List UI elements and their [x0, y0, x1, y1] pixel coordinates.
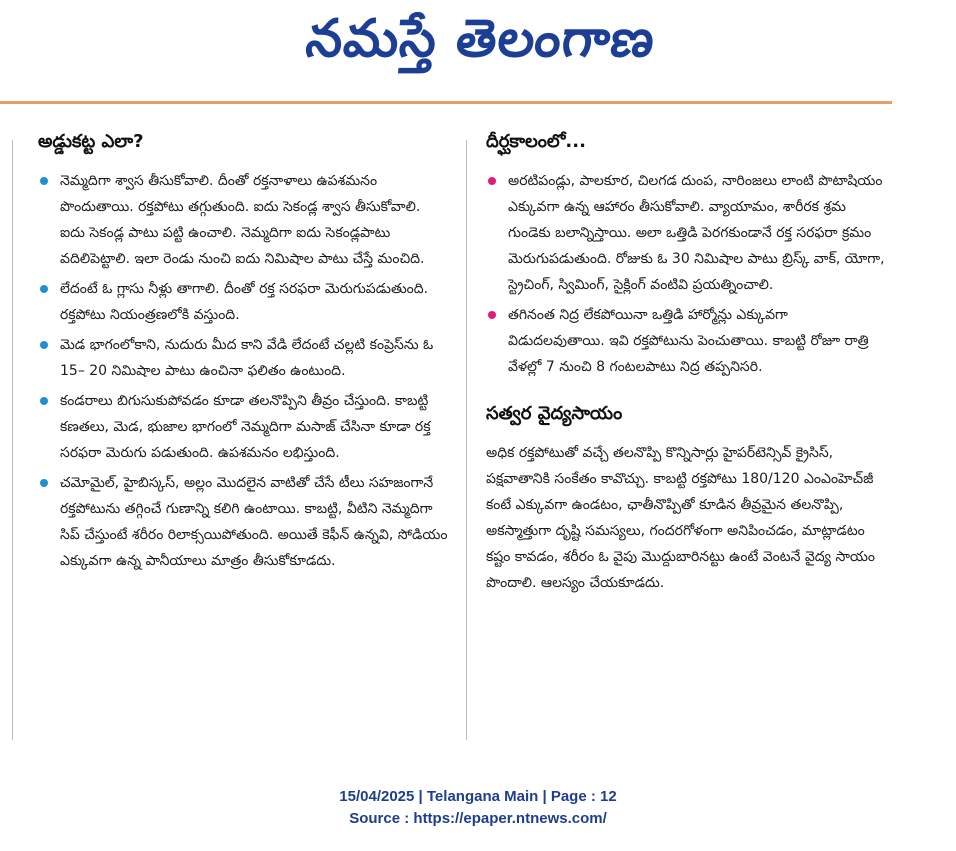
- list-item: [486, 168, 886, 298]
- blue-bullet-icon: [40, 479, 48, 487]
- center-column-divider: [466, 140, 467, 740]
- section-heading-urgent-care: సత్వర వైద్యసాయం: [486, 403, 623, 424]
- list-item: [38, 332, 448, 384]
- blue-bullet-icon: [40, 397, 48, 405]
- urgent-care-paragraph: అధిక రక్తపోటుతో వచ్చే తలనొప్పి కొన్నిసార్లు హైపర్‌టెన్సివ్ క్రైసిస్, పక్షవాతానికి సంకేతం కావొచ్చు. కాబట్టి రక్తపోటు 180/120 ఎంఎంహెచ్‌జీ కంటే ఎక్కువగా ఉండటం, ఛాతీనొప్పితో కూడిన తీవ్రమైన తలనొప్పి, అకస్మాత్తుగా దృష్టి సమస్యలు, గందరగోళంగా అనిపించడం, మాట్లాడటం కష్టం కావడం, శరీరం ఓ వైపు మొద్దుబారినట్టు ఉంటే వెంటనే వైద్య సాయం పొందాలి. ఆలస్యం చేయకూడదు.: [486, 445, 875, 591]
- list-item: [38, 470, 448, 574]
- prevention-list: [38, 168, 448, 574]
- list-item-text: అరటిపండ్లు, పాలకూర, చిలగడ దుంప, నారింజలు లాంటి పొటాషియం ఎక్కువగా ఉన్న ఆహారం తీసుకోవాలి. వ్యాయామం, శారీరక శ్రమ గుండెకు బలాన్నిస్తాయి. అలా ఒత్తిడి పెరగకుండానే రక్త సరఫరా క్రమం మెరుగుపడుతుంది. రోజుకు ఓ 30 నిమిషాల పాటు బ్రిస్క్ వాక్, యోగా, స్ట్రెచింగ్, స్విమింగ్, సైక్లింగ్ వంటివి ప్రయత్నించాలి.: [508, 173, 885, 293]
- masthead: [0, 0, 892, 100]
- list-item-text: లేదంటే ఓ గ్లాసు నీళ్లు తాగాలి. దీంతో రక్త సరఫరా మెరుగుపడుతుంది. రక్తపోటు నియంత్రణలోకి వస్తుంది.: [60, 281, 429, 323]
- newspaper-logo: నమస్తే తెలంగాణ: [303, 8, 659, 69]
- list-item: [486, 302, 886, 380]
- blue-bullet-icon: [40, 341, 48, 349]
- pink-bullet-icon: [488, 177, 496, 185]
- section-heading-prevention: అడ్డుకట్ట ఎలా?: [38, 131, 144, 152]
- page-footer: [0, 786, 956, 830]
- footer-edition-info: 15/04/2025 | Telangana Main | Page : 12: [339, 788, 617, 805]
- section-heading-long-term: దీర్ఘకాలంలో...: [486, 131, 586, 152]
- blue-bullet-icon: [40, 285, 48, 293]
- list-item-text: చమోమైల్, హైబిస్కస్, అల్లం మొదలైన వాటితో చేసే టీలు సహజంగానే రక్తపోటును తగ్గించే గుణాన్ని కలిగి ఉంటాయి. కాబట్టి, వీటిని నెమ్మదిగా సిప్ చేస్తుంటే శరీరం రిలాక్సయిపోతుంది. అయితే కెఫీన్ ఉన్నవి, సోడియం ఎక్కువగా ఉన్న పానీయాలు మాత్రం తీసుకోకూడదు.: [60, 475, 448, 569]
- list-item-text: కండరాలు బిగుసుకుపోవడం కూడా తలనొప్పిని తీవ్రం చేస్తుంది. కాబట్టి కణతలు, మెడ, భుజాల భాగంలో నెమ్మదిగా మసాజ్ చేసినా కూడా రక్త సరఫరా మెరుగు పడుతుంది. ఉపశమనం లభిస్తుంది.: [60, 393, 431, 461]
- list-item: [38, 276, 448, 328]
- masthead-divider: [0, 101, 892, 104]
- list-item-text: మెడ భాగంలోకాని, నుదురు మీద కాని వేడి లేదంటే చల్లటి కంప్రెస్‌ను ఓ 15– 20 నిమిషాల పాటు ఉంచినా ఫలితం ఉంటుంది.: [60, 337, 434, 379]
- left-column: [38, 128, 448, 578]
- footer-source-link[interactable]: Source : https://epaper.ntnews.com/: [349, 810, 607, 827]
- list-item: [38, 388, 448, 466]
- right-column: [486, 128, 886, 596]
- list-item-text: నెమ్మదిగా శ్వాస తీసుకోవాలి. దీంతో రక్తనాళాలు ఉపశమనం పొందుతాయి. రక్తపోటు తగ్గుతుంది. ఐదు సెకండ్ల శ్వాస తీసుకోవాలి. ఐదు సెకండ్ల పాటు పట్టి ఉంచాలి. నెమ్మదిగా ఐదు సెకండ్లపాటు వదిలిపెట్టాలి. ఇలా రెండు నుంచి ఐదు నిమిషాల పాటు చేస్తే మంచిది.: [60, 173, 425, 267]
- blue-bullet-icon: [40, 177, 48, 185]
- list-item: [38, 168, 448, 272]
- list-item-text: తగినంత నిద్ర లేకపోయినా ఒత్తిడి హార్మోన్లు ఎక్కువగా విడుదలవుతాయి. ఇవి రక్తపోటును పెంచుతాయి. కాబట్టి రోజూ రాత్రి వేళల్లో 7 నుంచి 8 గంటలపాటు నిద్ర తప్పనిసరి.: [508, 307, 869, 375]
- long-term-list: [486, 168, 886, 380]
- pink-bullet-icon: [488, 311, 496, 319]
- left-column-divider: [12, 140, 13, 740]
